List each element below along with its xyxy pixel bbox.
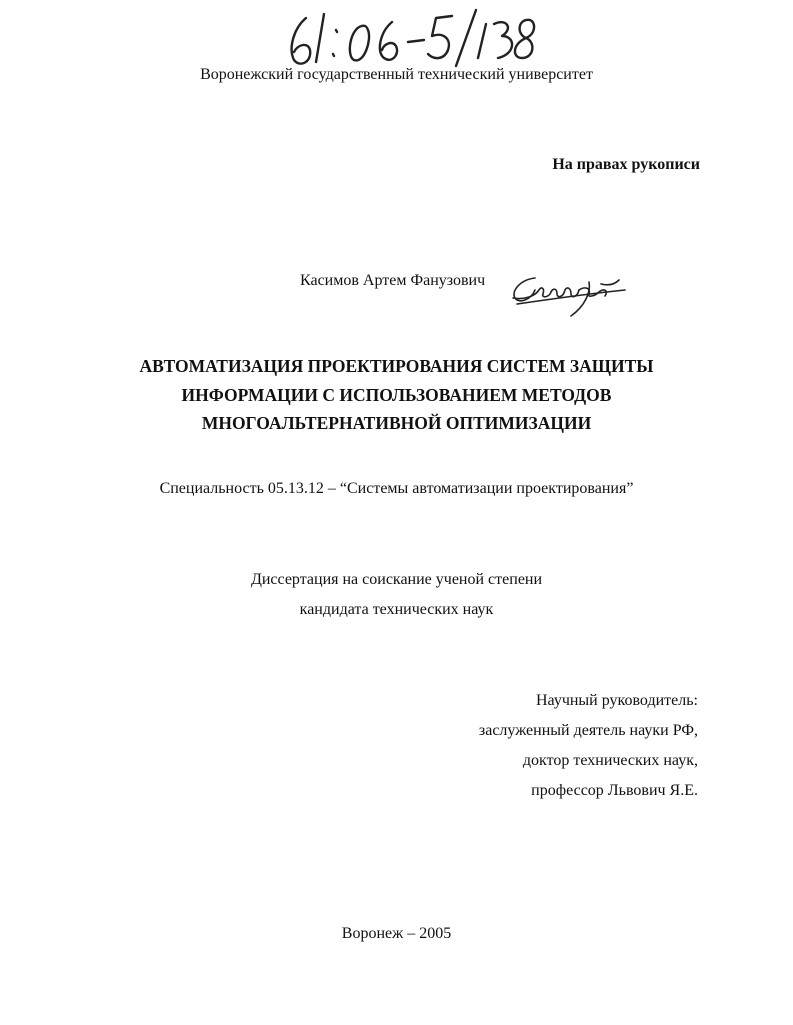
university-name: Воронежский государственный технический университет [200, 66, 593, 83]
supervisor-line: профессор Львович Я.Е. [531, 782, 698, 799]
degree-line: кандидата технических наук [299, 601, 494, 618]
author-name: Касимов Артем Фанузович [300, 272, 486, 289]
title-line: МНОГОАЛЬТЕРНАТИВНОЙ ОПТИМИЗАЦИИ [201, 413, 592, 433]
handwritten-archive-number [280, 4, 540, 70]
title-line: ИНФОРМАЦИИ С ИСПОЛЬЗОВАНИЕМ МЕТОДОВ [181, 384, 612, 405]
dissertation-title [0, 352, 793, 438]
place-year: Воронеж – 2005 [341, 925, 452, 942]
supervisor-line: Научный руководитель: [535, 692, 698, 709]
title-line: АВТОМАТИЗАЦИЯ ПРОЕКТИРОВАНИЯ СИСТЕМ ЗАЩИТЫ [139, 356, 654, 376]
degree-statement [0, 565, 793, 625]
supervisor-line: заслуженный деятель науки РФ, [478, 722, 698, 739]
author-signature [505, 268, 630, 320]
rights-notice: На правах рукописи [552, 156, 700, 173]
supervisor-line: доктор технических наук, [522, 752, 698, 769]
degree-line: Диссертация на соискание ученой степени [250, 571, 543, 588]
specialty: Специальность 05.13.12 – “Системы автоматизации проектирования” [159, 480, 634, 497]
supervisor-block [479, 686, 698, 806]
